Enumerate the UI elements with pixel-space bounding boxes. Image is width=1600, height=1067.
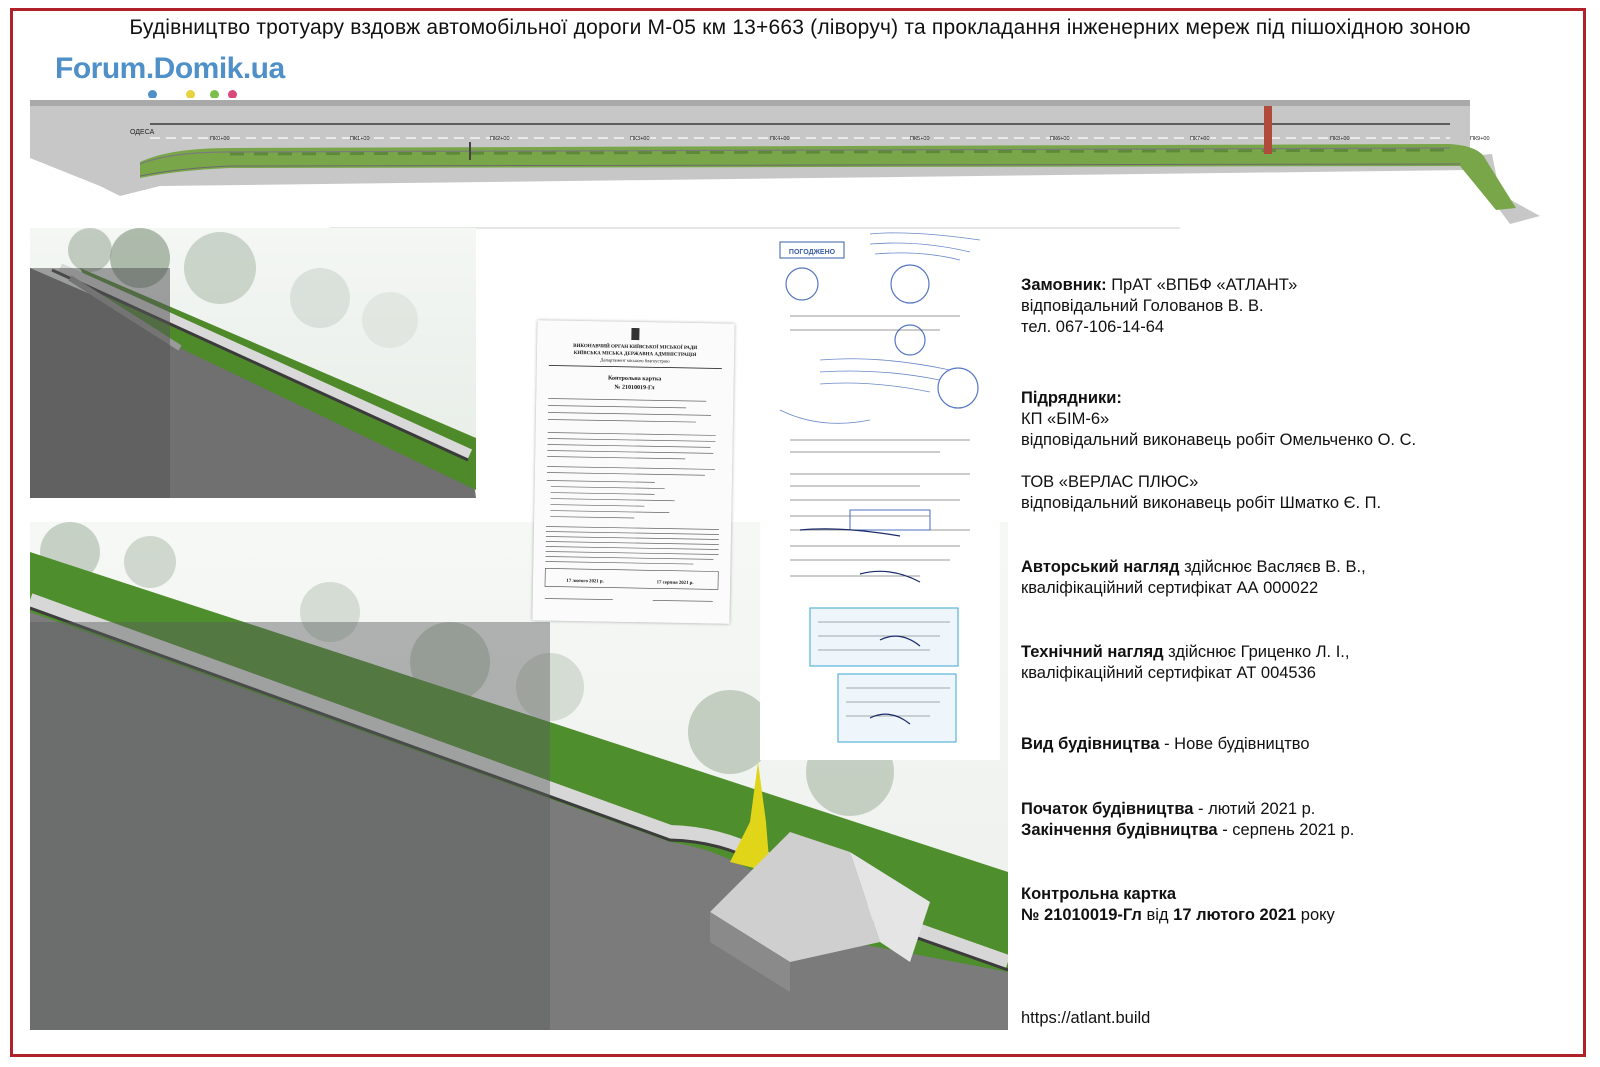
approvals-document (760, 230, 1000, 760)
type-value: - Нове будівництво (1159, 735, 1310, 753)
control-card-document (532, 320, 734, 623)
customer-responsible: відповідальний Голованов В. В. (1021, 297, 1264, 315)
construction-type-block (1021, 734, 1310, 755)
card-mid: від (1141, 906, 1174, 924)
author-certificate: кваліфікаційний сертифікат АА 000022 (1021, 579, 1319, 597)
end-label: Закінчення будівництва (1021, 821, 1218, 839)
contractor2-name: ТОВ «ВЕРЛАС ПЛЮС» (1021, 473, 1199, 491)
plan-station-label: ПК8+00 (1330, 136, 1350, 142)
tech-supervision-block (1021, 642, 1349, 684)
plan-station-label: ПК6+00 (1050, 136, 1070, 142)
plan-city-label: ОДЕСА (130, 129, 155, 136)
plan-station-label: ПК3+00 (630, 136, 650, 142)
contractor2-responsible: відповідальний виконавець робіт Шматко Є. П. (1021, 494, 1382, 512)
approval-stamp-text: ПОГОДЖЕНО (788, 249, 836, 256)
control-card-page (532, 320, 734, 623)
end-value: - серпень 2021 р. (1217, 821, 1355, 839)
author-text: здійснює Васляєв В. В., (1179, 558, 1366, 576)
plan-station-label: ПК1+00 (350, 136, 370, 142)
tech-text: здійснює Гриценко Л. І., (1163, 643, 1350, 661)
author-label: Авторський нагляд (1021, 558, 1180, 576)
plan-station-label: ПК2+00 (490, 136, 510, 142)
plan-station-label: ПК9+00 (1470, 136, 1490, 142)
page-title: Будівництво тротуару вздовж автомобільної дороги М-05 км 13+663 (ліворуч) та прокладання інженерних мереж під пішохідною зоною (129, 16, 1471, 39)
control-card-block (1021, 884, 1335, 926)
contractors-block (1021, 388, 1416, 451)
schedule-block (1021, 799, 1354, 841)
card-number: № 21010019-Гл (1021, 906, 1142, 924)
doc1-header1: ВИКОНАВЧИЙ ОРГАН КИЇВСЬКОЇ МІСЬКОЇ РАДИ (573, 343, 698, 352)
plan-station-label: ПК4+00 (770, 136, 790, 142)
doc1-date-from: 17 лютого 2021 р. (566, 578, 604, 585)
card-date: 17 лютого 2021 (1173, 906, 1297, 924)
website-link[interactable]: https://atlant.build (1021, 1009, 1151, 1027)
type-label: Вид будівництва (1021, 735, 1160, 753)
road-plan (30, 98, 1558, 238)
customer-block (1021, 275, 1297, 338)
doc1-card-title: Контрольна картка (607, 375, 662, 383)
customer-label: Замовник: (1021, 276, 1107, 294)
contractors-label: Підрядники: (1021, 389, 1122, 407)
plan-station-label: ПК0+00 (210, 136, 230, 142)
customer-phone: тел. 067-106-14-64 (1021, 318, 1165, 336)
start-value: - лютий 2021 р. (1193, 800, 1316, 818)
contractor2-block (1021, 472, 1381, 514)
doc1-date-to: 17 серпня 2021 р. (656, 580, 694, 587)
contractor1-name: КП «БІМ-6» (1021, 410, 1110, 428)
start-label: Початок будівництва (1021, 800, 1194, 818)
doc1-header2: КИЇВСЬКА МІСЬКА ДЕРЖАВНА АДМІНІСТРАЦІЯ (573, 350, 697, 359)
customer-name: ПрАТ «ВПБФ «АТЛАНТ» (1111, 276, 1298, 294)
tech-certificate: кваліфікаційний сертифікат АТ 004536 (1021, 664, 1316, 682)
contractor1-responsible: відповідальний виконавець робіт Омельченко О. С. (1021, 431, 1417, 449)
doc1-header3: Департамент міського благоустрою (600, 357, 670, 364)
plan-station-label: ПК7+00 (1190, 136, 1210, 142)
card-label: Контрольна картка (1021, 885, 1177, 903)
author-supervision-block (1021, 557, 1366, 599)
sidewalk-render-upper (30, 228, 476, 498)
site-logo[interactable]: Forum.Domik.ua (55, 52, 285, 85)
tech-label: Технічний нагляд (1021, 643, 1164, 661)
card-suffix: року (1296, 906, 1335, 924)
doc1-card-number: № 21010019-Гл (614, 384, 655, 392)
plan-station-label: ПК5+00 (910, 136, 930, 142)
